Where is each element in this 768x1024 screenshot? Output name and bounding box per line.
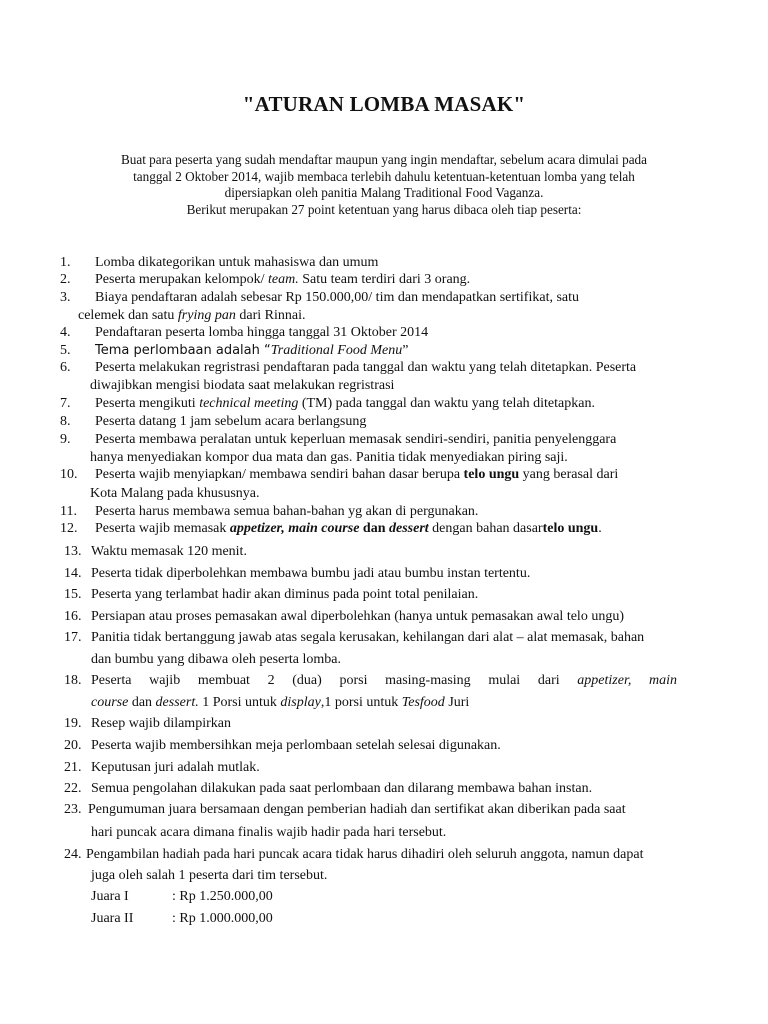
intro-paragraph: [100, 152, 668, 218]
rule-number: 7.: [60, 396, 71, 411]
rule-text-continuation: celemek dan satu frying pan dari Rinnai.: [78, 308, 306, 323]
document-title: "ATURAN LOMBA MASAK": [242, 92, 526, 116]
rule-text: Biaya pendaftaran adalah sebesar Rp 150.000,00/ tim dan mendapatkan sertifikat, satu: [95, 290, 580, 305]
rule-number: 15.: [64, 587, 82, 602]
rule-text: Peserta wajib membersihkan meja perlombaan setelah selesai digunakan.: [91, 738, 501, 753]
rule-text-continuation: juga oleh salah 1 peserta dari tim tersebut.: [91, 868, 328, 883]
rule-number: 2.: [60, 272, 71, 287]
rule-text-continuation: diwajibkan mengisi biodata saat melakukan regristrasi: [90, 378, 395, 393]
rule-text-continuation: dan bumbu yang dibawa oleh peserta lomba.: [91, 652, 341, 667]
rule-text: Keputusan juri adalah mutlak.: [91, 760, 260, 775]
rule-text: Peserta wajib memasak appetizer, main course dan dessert dengan bahan dasartelo ungu.: [95, 521, 602, 536]
rule-text-continuation: hari puncak acara dimana finalis wajib hadir pada hari tersebut.: [91, 825, 447, 840]
prize-amount: : Rp 1.250.000,00: [172, 889, 273, 904]
rule-text: Pengambilan hadiah pada hari puncak acara tidak harus dihadiri oleh seluruh anggota, namun dapat: [86, 847, 644, 862]
rule-number: 9.: [60, 432, 71, 447]
rule-number: 10.: [60, 467, 78, 482]
rule-text: Peserta merupakan kelompok/ team. Satu team terdiri dari 3 orang.: [95, 272, 471, 287]
rule-number: 5.: [60, 343, 71, 358]
intro-line: Berikut merupakan 27 point ketentuan yang harus dibaca oleh tiap peserta:: [186, 201, 582, 217]
rule-text: Peserta mengikuti technical meeting (TM) pada tanggal dan waktu yang telah ditetapkan.: [95, 396, 595, 411]
rule-text: Peserta harus membawa semua bahan-bahan yg akan di pergunakan.: [95, 504, 479, 519]
prize-amount: : Rp 1.000.000,00: [172, 911, 273, 926]
rule-number: 8.: [60, 414, 71, 429]
intro-line: Buat para peserta yang sudah mendaftar maupun yang ingin mendaftar, sebelum acara dimulai pada: [120, 152, 648, 167]
intro-line: dipersiapkan oleh panitia Malang Traditional Food Vaganza.: [224, 185, 544, 200]
rule-number: 23.: [64, 802, 82, 817]
rule-number: 14.: [64, 566, 82, 581]
rule-text-continuation: course dan dessert. 1 Porsi untuk display,1 porsi untuk Tesfood Juri: [91, 695, 470, 710]
rule-text: Pengumuman juara bersamaan dengan pemberian hadiah dan sertifikat akan diberikan pada saat: [88, 802, 626, 817]
prize-label: Juara I: [91, 889, 129, 904]
rule-number: 22.: [64, 781, 82, 796]
rule-number: 4.: [60, 325, 71, 340]
rule-text-continuation: Kota Malang pada khususnya.: [90, 486, 260, 501]
rule-text: Resep wajib dilampirkan: [91, 716, 231, 731]
rule-text: Peserta yang terlambat hadir akan diminus pada point total penilaian.: [91, 587, 479, 602]
rule-number: 19.: [64, 716, 82, 731]
rule-text: Pendaftaran peserta lomba hingga tanggal 31 Oktober 2014: [95, 325, 429, 340]
rule-number: 20.: [64, 738, 82, 753]
rule-text: Peserta membawa peralatan untuk keperluan memasak sendiri-sendiri, panitia penyelenggara: [95, 432, 617, 447]
rule-number: 11.: [60, 504, 77, 519]
rule-number: 16.: [64, 609, 82, 624]
intro-line: tanggal 2 Oktober 2014, wajib membaca terlebih dahulu ketentuan-ketentuan lomba yang telah: [133, 168, 635, 184]
rule-text: Peserta tidak diperbolehkan membawa bumbu jadi atau bumbu instan tertentu.: [91, 566, 531, 581]
rule-text: Peserta datang 1 jam sebelum acara berlangsung: [95, 414, 367, 429]
rule-text: Peserta melakukan regristrasi pendaftaran pada tanggal dan waktu yang telah ditetapkan. Peserta: [95, 360, 637, 375]
rule-text: Persiapan atau proses pemasakan awal diperbolehkan (hanya untuk pemasakan awal telo ungu): [91, 609, 624, 624]
rule-number: 24.: [64, 847, 82, 862]
rule-text: Panitia tidak bertanggung jawab atas segala kerusakan, kehilangan dari alat – alat memasak, bahan: [91, 630, 645, 645]
rule-text: Tema perlombaan adalah “Traditional Food Menu”: [95, 343, 409, 358]
rule-number: 17.: [64, 630, 82, 645]
rule-number: 12.: [60, 521, 78, 536]
rule-text: Semua pengolahan dilakukan pada saat perlombaan dan dilarang membawa bahan instan.: [91, 781, 593, 796]
rule-text: Peserta wajib membuat 2 (dua) porsi masing-masing mulai dari appetizer, main: [91, 673, 678, 688]
rule-number: 18.: [64, 673, 82, 688]
rule-number: 3.: [60, 290, 71, 305]
rule-number: 21.: [64, 760, 82, 775]
prize-label: Juara II: [91, 911, 134, 926]
rule-text: Waktu memasak 120 menit.: [91, 544, 247, 559]
rule-number: 13.: [64, 544, 82, 559]
rule-text: Peserta wajib menyiapkan/ membawa sendiri bahan dasar berupa telo ungu yang berasal dari: [95, 467, 619, 482]
rule-text-continuation: hanya menyediakan kompor dua mata dan gas. Panitia tidak menyediakan piring saji.: [90, 450, 568, 465]
rule-number: 6.: [60, 360, 71, 375]
rule-number: 1.: [60, 255, 71, 270]
rule-text: Lomba dikategorikan untuk mahasiswa dan umum: [95, 255, 379, 270]
